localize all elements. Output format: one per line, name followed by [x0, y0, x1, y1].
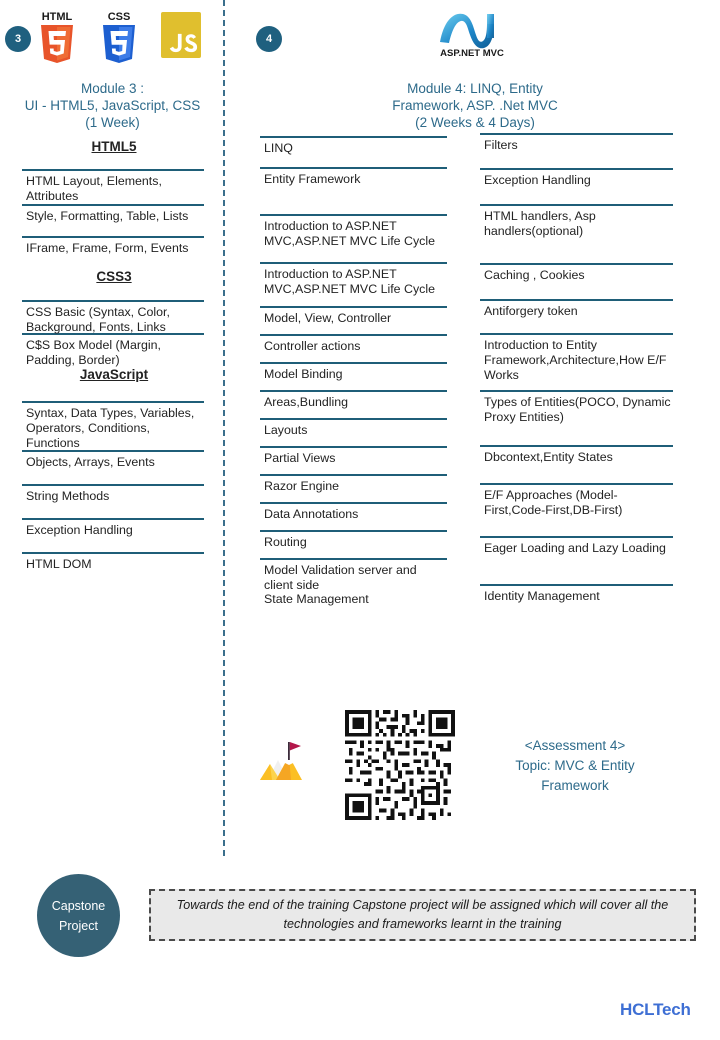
- module-4-badge: 4: [256, 26, 282, 52]
- topic-item: IFrame, Frame, Form, Events: [22, 236, 204, 268]
- topic-item: E/F Approaches (Model-First,Code-First,DB-First): [480, 483, 673, 536]
- module-3-title: [10, 80, 215, 131]
- html5-logo: [35, 6, 79, 64]
- topic-item: Identity Management: [480, 584, 673, 618]
- topic-item: String Methods: [22, 484, 204, 518]
- topic-item: Razor Engine: [260, 474, 447, 502]
- topic-section-heading: HTML5: [91, 139, 137, 154]
- assessment-topic-line1: Topic: MVC & Entity: [515, 758, 635, 773]
- topic-item: Data Annotations: [260, 502, 447, 530]
- topic-item: Exception Handling: [480, 168, 673, 204]
- assessment-title: <Assessment 4>: [524, 738, 626, 753]
- aspnet-mvc-logo: [432, 8, 512, 58]
- module-4-topic-list-column-1: [260, 136, 447, 615]
- topic-item: Introduction to ASP.NET MVC,ASP.NET MVC Life Cycle: [260, 262, 447, 306]
- module-4-title-line1: Module 4: LINQ, Entity: [407, 81, 543, 96]
- topic-section-heading: CSS3: [96, 269, 132, 284]
- topic-item: Controller actions: [260, 334, 447, 362]
- topic-item: LINQ: [260, 136, 447, 167]
- topic-section-heading: JavaScript: [79, 367, 149, 382]
- module-4-title: [345, 80, 605, 131]
- hcltech-logo: HCLTech: [620, 1000, 691, 1019]
- topic-item: Layouts: [260, 418, 447, 446]
- topic-item: Partial Views: [260, 446, 447, 474]
- column-divider: [223, 0, 225, 856]
- module-4-topic-list-column-2: [480, 133, 673, 618]
- module-3-title-line3: (1 Week): [85, 115, 140, 130]
- css3-logo: [97, 6, 141, 64]
- svg-text:HTML: HTML: [41, 11, 73, 23]
- topic-item: Types of Entities(POCO, Dynamic Proxy Entities): [480, 390, 673, 445]
- topic-item: Model Validation server and client side: [260, 558, 447, 589]
- topic-item: Entity Framework: [260, 167, 447, 214]
- topic-item: HTML handlers, Asp handlers(optional): [480, 204, 673, 263]
- topic-item: Exception Handling: [22, 518, 204, 552]
- mountain-flag-icon: [258, 738, 306, 784]
- capstone-note: Towards the end of the training Capstone project will be assigned which will cover all the technologies and frameworks learnt in the training: [149, 889, 696, 941]
- svg-text:CSS: CSS: [107, 11, 131, 23]
- topic-item: HTML Layout, Elements, Attributes: [22, 169, 204, 204]
- module-4-title-line2: Framework, ASP. .Net MVC: [392, 98, 558, 113]
- topic-item: Model, View, Controller: [260, 306, 447, 334]
- topic-item: HTML DOM: [22, 552, 204, 586]
- topic-item: Antiforgery token: [480, 299, 673, 333]
- topic-item: Filters: [480, 133, 673, 168]
- topic-item: State Management: [264, 592, 369, 606]
- assessment-qr-code[interactable]: [345, 710, 455, 820]
- module-3-badge: 3: [5, 26, 31, 52]
- assessment-callout: [490, 736, 660, 796]
- topic-item: Areas,Bundling: [260, 390, 447, 418]
- topic-item: Eager Loading and Lazy Loading: [480, 536, 673, 584]
- topic-item: Objects, Arrays, Events: [22, 450, 204, 484]
- aspnet-mvc-logo-label: ASP.NET MVC: [440, 48, 504, 58]
- topic-item: Introduction to ASP.NET MVC,ASP.NET MVC Life Cycle: [260, 214, 447, 262]
- topic-item: Introduction to Entity Framework,Architecture,How E/F Works: [480, 333, 673, 390]
- topic-item: Style, Formatting, Table, Lists: [22, 204, 204, 236]
- topic-item: Syntax, Data Types, Variables, Operators, Conditions, Functions: [22, 401, 204, 450]
- topic-item: Routing: [260, 530, 447, 558]
- topic-item: Model Binding: [260, 362, 447, 390]
- topic-item: Caching , Cookies: [480, 263, 673, 299]
- topic-item: Dbcontext,Entity States: [480, 445, 673, 483]
- capstone-project-badge: [37, 874, 120, 957]
- module-3-title-line1: Module 3 :: [80, 81, 145, 96]
- module-3-topic-list: [22, 138, 204, 586]
- capstone-badge-line1: Capstone: [51, 898, 106, 913]
- module-4-title-line3: (2 Weeks & 4 Days): [415, 115, 535, 130]
- topic-item: CSS Basic (Syntax, Color, Background, Fonts, Links: [22, 300, 204, 333]
- topic-item: C$S Box Model (Margin, Padding, Border): [22, 333, 204, 366]
- capstone-badge-line2: Project: [59, 918, 98, 933]
- module-3-title-line2: UI - HTML5, JavaScript, CSS: [24, 98, 201, 113]
- assessment-topic-line2: Framework: [541, 778, 609, 793]
- javascript-logo: [157, 10, 205, 60]
